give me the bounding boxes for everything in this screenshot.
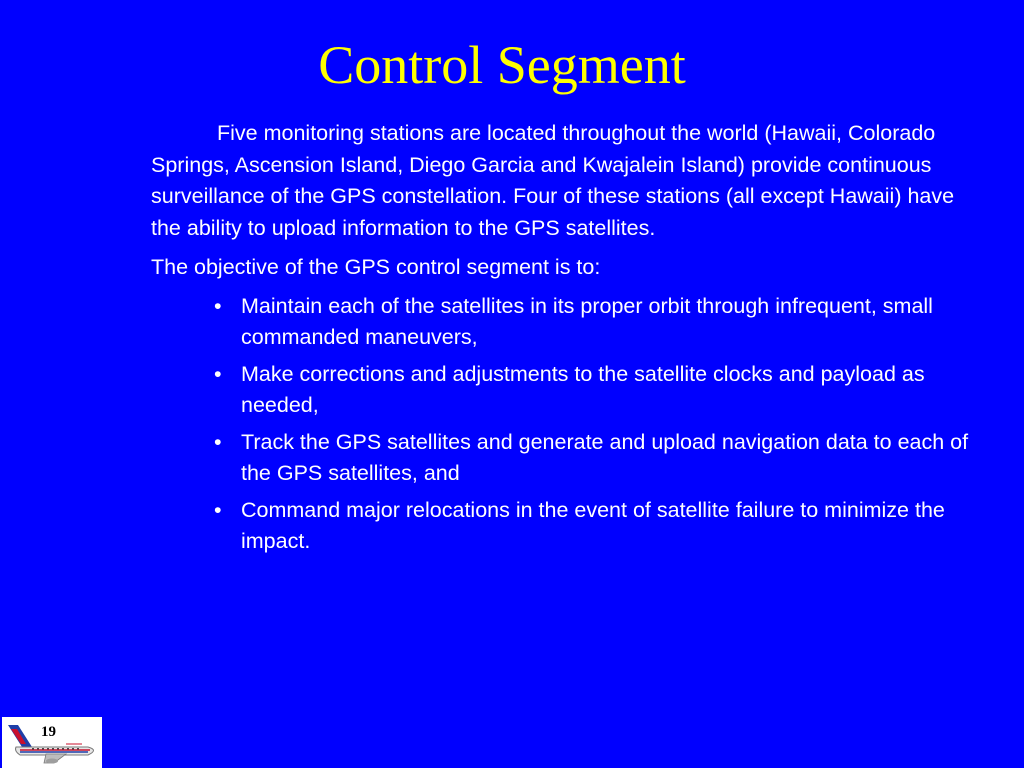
bullet-dot: •	[214, 361, 222, 386]
page-number: 19	[41, 724, 56, 740]
footer-logo	[2, 717, 102, 768]
bullet-text: Command major relocations in the event of satellite failure to minimize the impact.	[241, 497, 945, 553]
intro-paragraph: Five monitoring stations are located throughout the world (Hawaii, Colorado Springs, Ascension Island, Diego Garcia and Kwajalein Island) provide continuous surveillance of the GPS constellation. Four of these stations (all except Hawaii) have the ability to upload information to the GPS satellites.	[151, 121, 955, 240]
bullet-item	[151, 427, 971, 490]
objective-paragraph: The objective of the GPS control segment is to:	[151, 255, 601, 279]
bullet-dot: •	[214, 293, 222, 318]
objective-bullet-list	[151, 291, 971, 558]
bullet-text: Maintain each of the satellites in its proper orbit through infrequent, small commanded maneuvers,	[241, 293, 933, 349]
slide-title: Control Segment	[318, 35, 686, 95]
bullet-dot: •	[214, 497, 222, 522]
bullet-text: Track the GPS satellites and generate and upload navigation data to each of the GPS satellites, and	[241, 429, 969, 485]
bullet-text: Make corrections and adjustments to the satellite clocks and payload as needed,	[241, 361, 925, 417]
bullet-dot: •	[214, 429, 222, 454]
bullet-item	[151, 291, 971, 354]
slide-content	[151, 118, 971, 563]
bullet-item	[151, 495, 971, 558]
bullet-item	[151, 359, 971, 422]
